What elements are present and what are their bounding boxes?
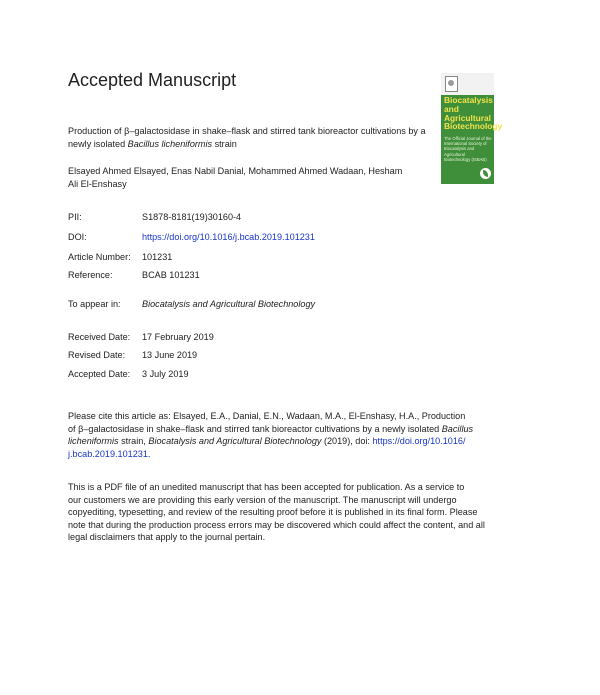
doi-label: DOI: <box>68 232 87 242</box>
revised-date-value: 13 June 2019 <box>142 350 198 360</box>
received-date-label: Received Date: <box>68 332 131 342</box>
citation-line-4 <box>68 448 538 461</box>
pii-label: PII: <box>68 212 82 222</box>
citation-line-2 <box>68 423 538 436</box>
pii-value: S1878-8181(19)30160-4 <box>142 212 242 222</box>
authors-line-1: Elsayed Ahmed Elsayed, Enas Nabil Danial, Mohammed Ahmed Wadaan, Hesham <box>68 166 403 176</box>
received-date-value: 17 February 2019 <box>142 332 214 342</box>
authors-line-2: Ali El-Enshasy <box>68 178 127 189</box>
citation-line-3 <box>68 435 538 448</box>
citation-line-1: Please cite this article as: Elsayed, E.A., Danial, E.N., Wadaan, M.A., El-Enshasy, H.A., Production <box>68 411 466 421</box>
reference-value: BCAB 101231 <box>142 270 200 280</box>
disclaimer-line-1: This is a PDF file of an unedited manuscript that has been accepted for publication. As a service to <box>68 482 465 492</box>
citation-text: of β–galactosidase in shake–flask and stirred tank bioreactor cultivations by a newly isolated <box>68 423 442 434</box>
cover-subtitle: The Official Journal of the International Society of Biocatalysis and Agricultural Biotechnology (ISBAB) <box>444 136 492 162</box>
appear-in-value: Biocatalysis and Agricultural Biotechnology <box>142 299 316 309</box>
disclaimer-line-3: copyediting, typesetting, and review of the resulting proof before it is published in its final form. Please <box>68 507 478 518</box>
disclaimer-line-4: note that during the production process errors may be discovered which could affect the content, and all <box>68 519 485 530</box>
disclaimer-line-2: our customers we are providing this early version of the manuscript. The manuscript will undergo <box>68 494 457 505</box>
citation-text: strain, <box>118 436 149 447</box>
citation-doi-link-cont[interactable]: j.bcab.2019.101231 <box>68 448 148 459</box>
article-number-value: 101231 <box>142 252 173 262</box>
disclaimer-paragraph <box>68 481 538 544</box>
citation-journal: Biocatalysis and Agricultural Biotechnology <box>148 436 322 447</box>
cover-journal-title: Biocatalysis and Agricultural Biotechnology <box>444 95 503 132</box>
journal-cover-image <box>441 73 503 184</box>
accepted-date-label: Accepted Date: <box>68 369 131 379</box>
page-heading: Accepted Manuscript <box>68 70 237 90</box>
revised-date-label: Revised Date: <box>68 350 126 360</box>
citation-doi-link[interactable]: https://doi.org/10.1016/ <box>372 436 466 447</box>
article-number-label: Article Number: <box>68 252 131 262</box>
citation-genus: Bacillus <box>441 423 474 434</box>
title-text-2: strain <box>212 138 237 149</box>
article-title <box>68 125 440 150</box>
citation-text: (2019), doi: <box>321 436 373 447</box>
author-list <box>68 165 440 190</box>
publisher-logo-icon <box>445 76 458 92</box>
appear-in-label: To appear in: <box>68 299 121 309</box>
title-text-1: Production of β–galactosidase in shake–flask and stirred tank bioreactor cultivations by a newly isolated <box>68 126 426 149</box>
reference-label: Reference: <box>68 270 113 280</box>
citation-period: . <box>147 448 151 459</box>
citation-paragraph <box>68 410 538 460</box>
title-species: Bacillus licheniformis <box>127 138 213 149</box>
disclaimer-line-5: legal disclaimers that apply to the journal pertain. <box>68 532 266 543</box>
citation-species: licheniformis <box>68 436 119 447</box>
accepted-date-value: 3 July 2019 <box>142 369 189 379</box>
leaf-icon <box>480 168 491 179</box>
doi-link[interactable]: https://doi.org/10.1016/j.bcab.2019.101231 <box>142 232 315 242</box>
